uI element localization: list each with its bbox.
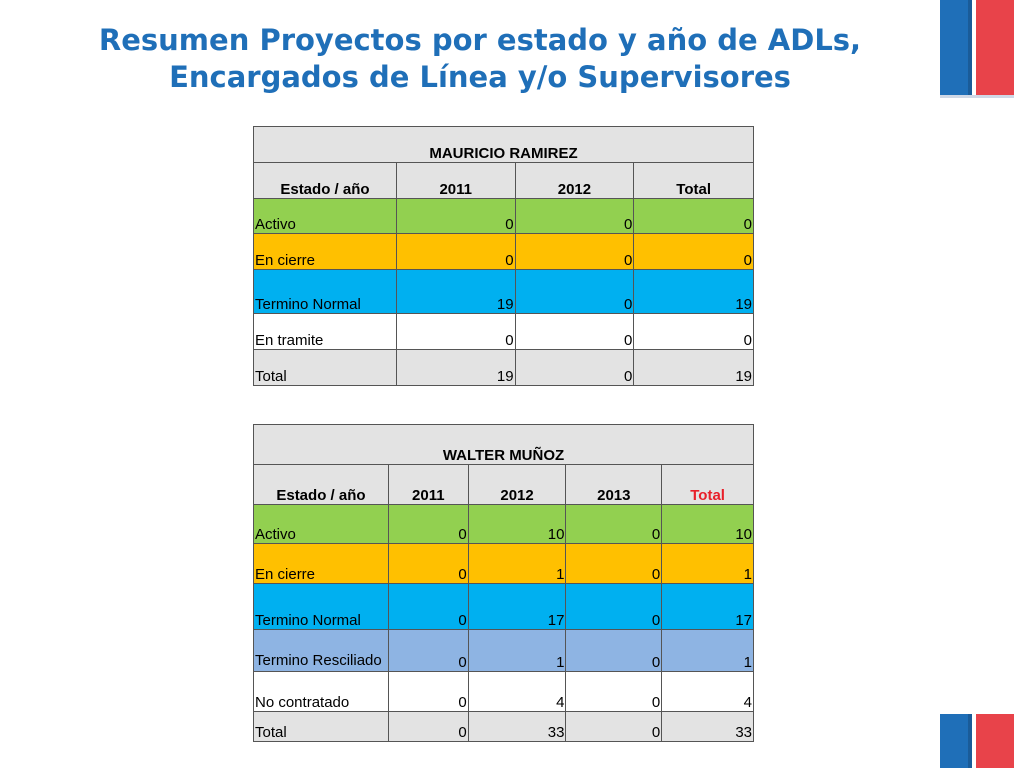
flag-logo-top xyxy=(940,0,1014,98)
table-walter-munoz xyxy=(253,424,754,742)
page-title-line-1: Resumen Proyectos por estado y año de ADLs, xyxy=(98,23,862,57)
column-header: Estado / año xyxy=(254,465,389,505)
cell-value: 0 xyxy=(566,630,662,672)
cell-value: 0 xyxy=(515,270,634,314)
flag-red-stripe xyxy=(976,714,1014,768)
table-row xyxy=(254,630,754,672)
cell-value: 0 xyxy=(388,712,468,742)
column-header: 2012 xyxy=(468,465,566,505)
column-header: 2011 xyxy=(396,163,515,199)
table-row xyxy=(254,314,754,350)
table-row xyxy=(254,234,754,270)
row-label: Activo xyxy=(254,505,389,544)
cell-value: 4 xyxy=(662,672,754,712)
cell-value: 19 xyxy=(634,270,754,314)
cell-value: 0 xyxy=(566,544,662,584)
cell-value: 0 xyxy=(515,199,634,234)
table-total-row xyxy=(254,350,754,386)
cell-value: 17 xyxy=(468,584,566,630)
cell-value: 0 xyxy=(566,672,662,712)
table-row xyxy=(254,270,754,314)
cell-value: 0 xyxy=(566,584,662,630)
flag-red-stripe xyxy=(976,0,1014,98)
cell-value: 17 xyxy=(662,584,754,630)
cell-value: 1 xyxy=(468,544,566,584)
table-total-row xyxy=(254,712,754,742)
row-label: Activo xyxy=(254,199,397,234)
cell-value: 19 xyxy=(634,350,754,386)
flag-blue-stripe xyxy=(940,0,972,98)
row-label: Termino Resciliado xyxy=(254,630,389,672)
table-row xyxy=(254,584,754,630)
column-header: Estado / año xyxy=(254,163,397,199)
cell-value: 33 xyxy=(662,712,754,742)
table-row xyxy=(254,672,754,712)
cell-value: 0 xyxy=(515,234,634,270)
cell-value: 0 xyxy=(634,234,754,270)
cell-value: 0 xyxy=(396,199,515,234)
table-header-row xyxy=(254,465,754,505)
cell-value: 0 xyxy=(634,314,754,350)
column-header: 2011 xyxy=(388,465,468,505)
cell-value: 0 xyxy=(515,314,634,350)
row-label: En cierre xyxy=(254,544,389,584)
cell-value: 0 xyxy=(388,544,468,584)
table-title: WALTER MUÑOZ xyxy=(254,425,754,465)
cell-value: 19 xyxy=(396,350,515,386)
cell-value: 19 xyxy=(396,270,515,314)
row-label: En tramite xyxy=(254,314,397,350)
cell-value: 33 xyxy=(468,712,566,742)
cell-value: 0 xyxy=(388,672,468,712)
table-row xyxy=(254,505,754,544)
cell-value: 0 xyxy=(388,630,468,672)
row-label: Termino Normal xyxy=(254,584,389,630)
row-label: Termino Normal xyxy=(254,270,397,314)
cell-value: 4 xyxy=(468,672,566,712)
row-label: Total xyxy=(254,712,389,742)
column-header: Total xyxy=(634,163,754,199)
cell-value: 0 xyxy=(396,314,515,350)
cell-value: 0 xyxy=(396,234,515,270)
cell-value: 0 xyxy=(566,505,662,544)
cell-value: 0 xyxy=(388,584,468,630)
cell-value: 1 xyxy=(662,630,754,672)
table-mauricio-ramirez xyxy=(253,126,754,386)
column-header-total: Total xyxy=(662,465,754,505)
flag-logo-bottom xyxy=(940,714,1014,768)
table-row xyxy=(254,544,754,584)
cell-value: 10 xyxy=(662,505,754,544)
cell-value: 0 xyxy=(515,350,634,386)
table-header-row xyxy=(254,163,754,199)
row-label: No contratado xyxy=(254,672,389,712)
cell-value: 1 xyxy=(662,544,754,584)
cell-value: 10 xyxy=(468,505,566,544)
page-title-line-2: Encargados de Línea y/o Supervisores xyxy=(169,60,791,94)
row-label: En cierre xyxy=(254,234,397,270)
page-title xyxy=(90,22,870,96)
flag-blue-stripe xyxy=(940,714,972,768)
column-header: 2012 xyxy=(515,163,634,199)
row-label: Total xyxy=(254,350,397,386)
table-row xyxy=(254,199,754,234)
cell-value: 1 xyxy=(468,630,566,672)
cell-value: 0 xyxy=(388,505,468,544)
table-title: MAURICIO RAMIREZ xyxy=(254,127,754,163)
flag-shadow xyxy=(940,95,1014,98)
cell-value: 0 xyxy=(634,199,754,234)
column-header: 2013 xyxy=(566,465,662,505)
cell-value: 0 xyxy=(566,712,662,742)
